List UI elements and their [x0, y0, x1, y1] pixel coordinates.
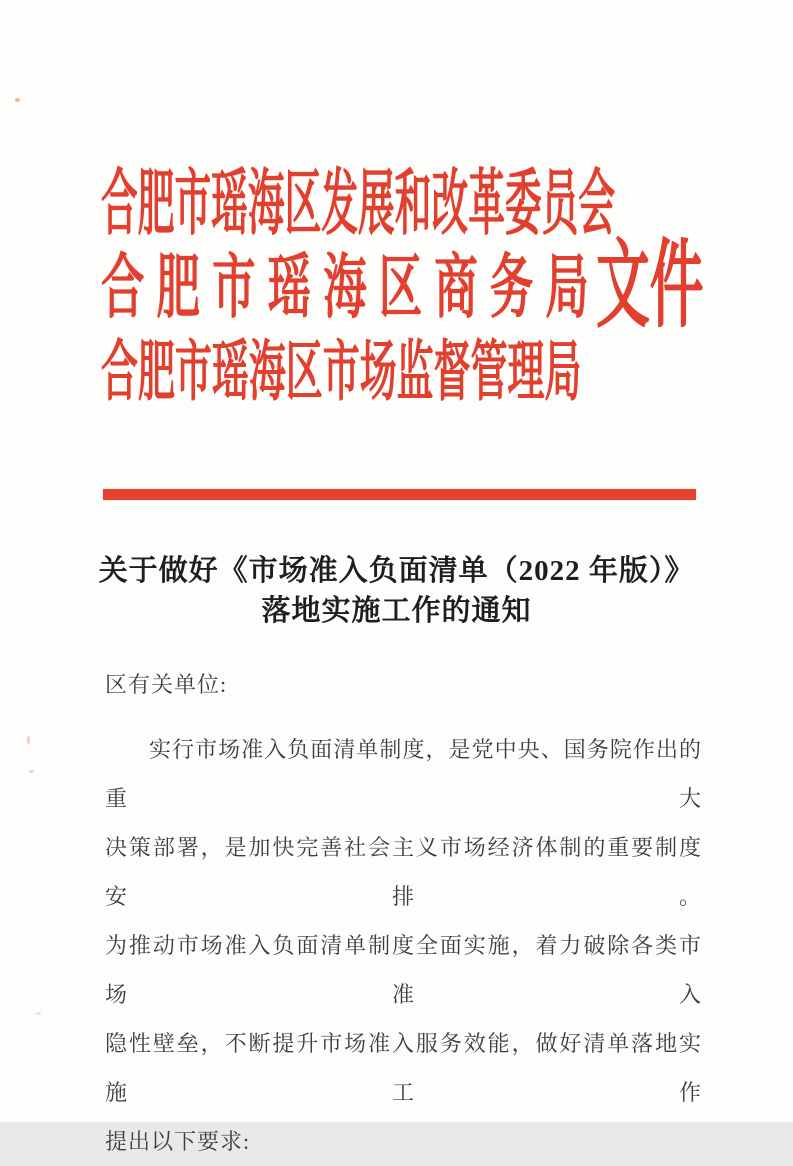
body-paragraph	[105, 725, 702, 1166]
salutation: 区有关单位:	[105, 672, 228, 697]
paragraph-line: 提出以下要求:	[105, 1129, 251, 1154]
red-divider-rule	[103, 489, 696, 500]
paragraph-line: 实行市场准入负面清单制度，是党中央、国务院作出的重大	[105, 737, 702, 811]
scan-speck	[15, 98, 20, 102]
issuing-agency-line-1: 合肥市瑶海区发展和改革委员会	[101, 164, 616, 244]
document-title	[0, 551, 793, 631]
document-title-line-1: 关于做好《市场准入负面清单（2022 年版）》	[98, 555, 695, 587]
document-body	[105, 670, 702, 1166]
document-title-line-2: 落地实施工作的通知	[261, 595, 532, 627]
scan-speck	[27, 736, 30, 744]
doc-type-label: 文件	[596, 232, 704, 339]
paragraph-line: 隐性壁垒，不断提升市场准入服务效能，做好清单落地实施工作	[105, 1031, 702, 1105]
issuing-agency-line-2: 合肥市瑶海区商务局	[101, 250, 601, 327]
paragraph-line: 为推动市场准入负面清单制度全面实施，着力破除各类市场准入	[105, 933, 702, 1007]
paragraph-line: 决策部署，是加快完善社会主义市场经济体制的重要制度安排。	[105, 835, 702, 909]
scan-speck	[36, 1012, 41, 1015]
scan-speck	[29, 770, 34, 773]
issuing-agency-line-3: 合肥市瑶海区市场监督管理局	[101, 336, 582, 409]
